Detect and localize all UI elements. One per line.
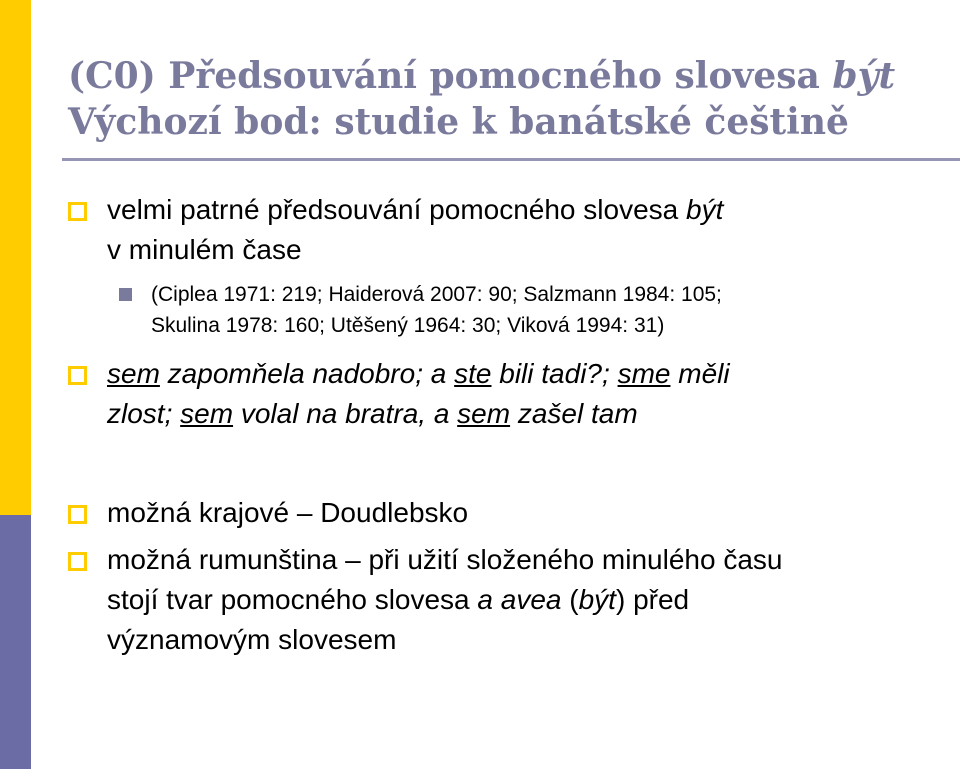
- sub-bullet-references: (Ciplea 1971: 219; Haiderová 2007: 90; Salzmann 1984: 105; Skulina 1978: 160; Utěšený 1964: 30; Viková 1994: 31): [151, 279, 941, 341]
- bullet-doudlebsko: možná krajové – Doudlebsko: [107, 493, 947, 533]
- hollow-square-bullet-icon: [68, 505, 87, 524]
- title-line-2: Výchozí bod: studie k banátské češtině: [68, 101, 849, 143]
- title-italic-byt: být: [832, 55, 896, 97]
- filled-square-bullet-icon: [119, 288, 132, 301]
- title-line-1: (C0) Předsouvání pomocného slovesa být: [68, 55, 896, 97]
- bullet-examples: sem zapomňela nadobro; a ste bili tadi?; sme měli zlost; sem volal na bratra, a sem zašel tam: [107, 354, 947, 434]
- bullet-romanian: možná rumunština – při užití složeného minulého času stojí tvar pomocného slovesa a avea (být) před významovým slovesem: [107, 540, 947, 660]
- hollow-square-bullet-icon: [68, 366, 87, 385]
- bullet-auxiliary-fronting: velmi patrné předsouvání pomocného slovesa být v minulém čase: [107, 190, 947, 270]
- hollow-square-bullet-icon: [68, 552, 87, 571]
- hollow-square-bullet-icon: [68, 202, 87, 221]
